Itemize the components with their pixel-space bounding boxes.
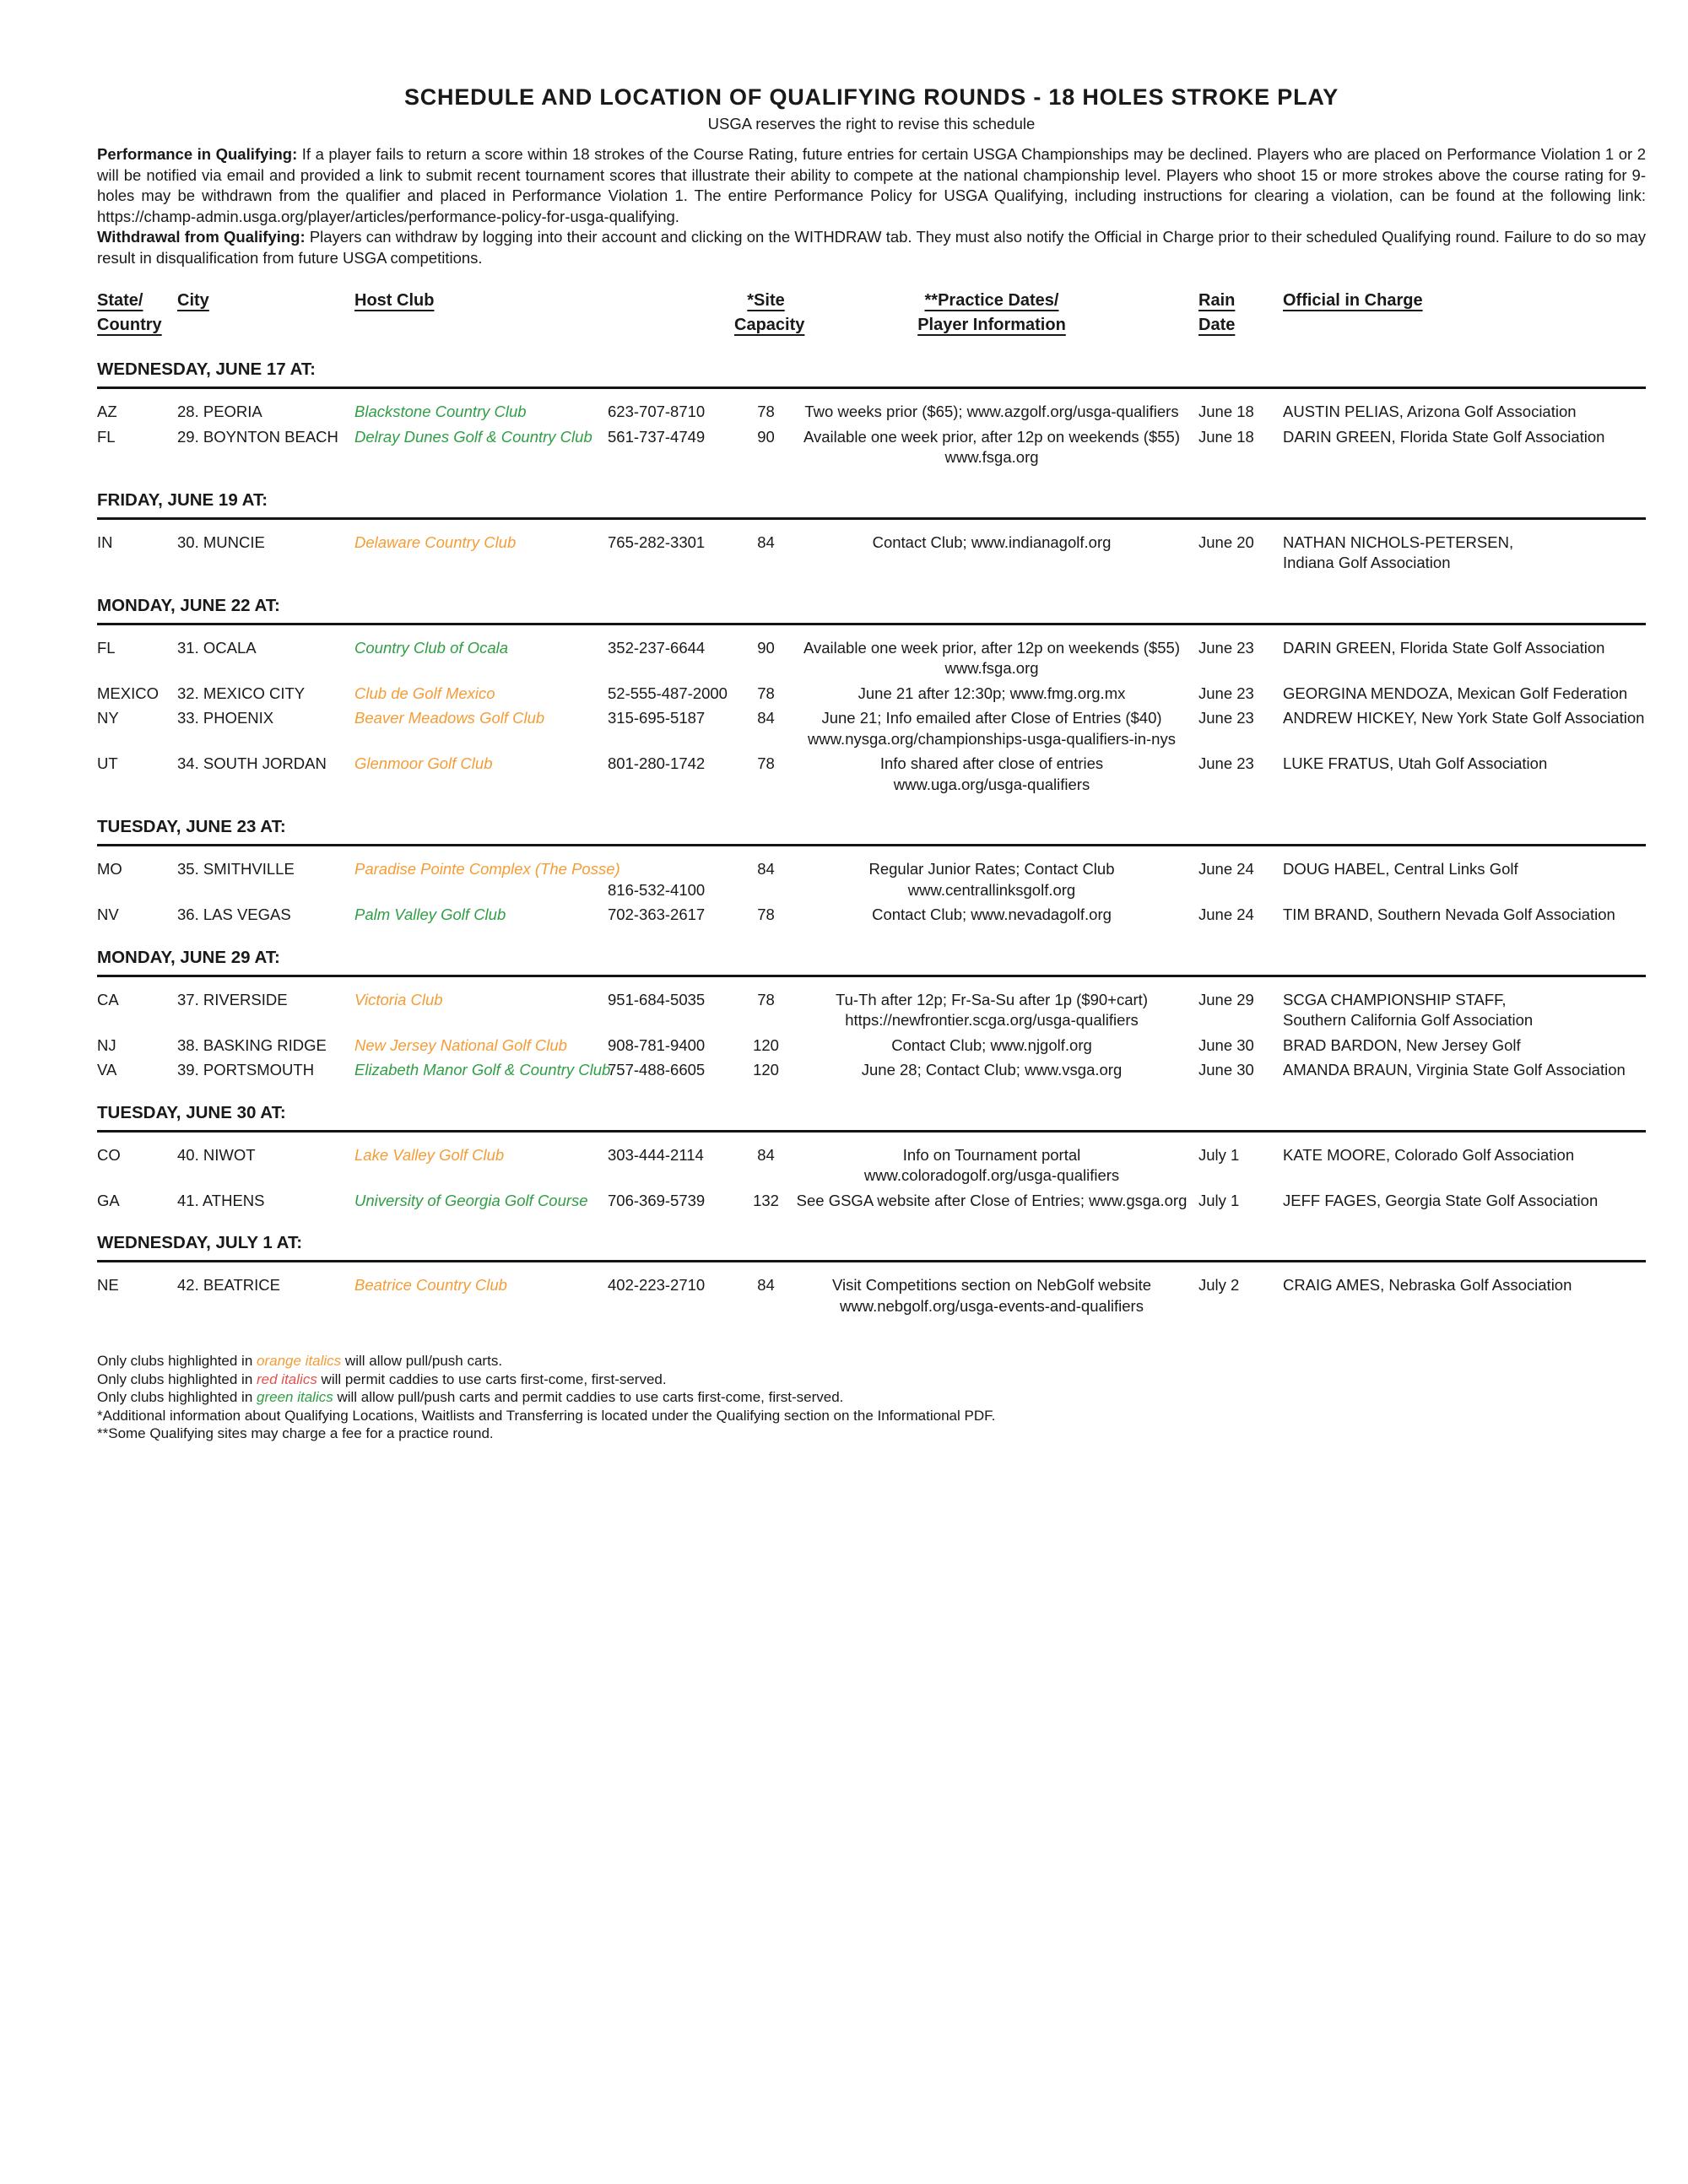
host-club-cell: Paradise Pointe Complex (The Posse) (354, 860, 620, 878)
state-cell: NE (97, 1276, 119, 1294)
schedule-section (97, 948, 1646, 1081)
practice-info-line: Visit Competitions section on NebGolf website (831, 1276, 1152, 1294)
practice-info-cell (798, 1060, 1186, 1081)
footnote-line (97, 1352, 1646, 1370)
official-in-charge-cell (1283, 708, 1646, 749)
official-in-charge-cell (1283, 905, 1646, 926)
host-club-cell: Palm Valley Golf Club (354, 905, 506, 923)
header-phone-spacer (608, 289, 734, 338)
state-cell: FL (97, 638, 116, 657)
rain-date-cell: June 23 (1198, 709, 1254, 727)
city-cell: 38. BASKING RIDGE (177, 1035, 327, 1054)
practice-info-cell (798, 402, 1186, 423)
section-date-header: FRIDAY, JUNE 19 AT: (97, 489, 268, 510)
rain-date-cell: June 18 (1198, 427, 1254, 446)
performance-paragraph (97, 144, 1646, 227)
section-date-header: TUESDAY, JUNE 30 AT: (97, 1102, 286, 1122)
qualifier-row (97, 990, 1646, 1031)
site-capacity-cell: 84 (757, 860, 775, 878)
table-header (97, 289, 1646, 338)
official-line: GEORGINA MENDOZA, Mexican Golf Federation (1283, 684, 1628, 702)
practice-info-line: www.fsga.org (944, 659, 1039, 677)
footnote-segment: Only clubs highlighted in (97, 1370, 257, 1387)
official-in-charge-cell (1283, 532, 1646, 574)
phone-cell: 561-737-4749 (608, 427, 706, 446)
state-cell: UT (97, 754, 118, 772)
practice-info-cell (798, 1275, 1186, 1316)
practice-info-cell (798, 905, 1186, 926)
official-line: Southern California Golf Association (1283, 1011, 1534, 1029)
official-line: SCGA CHAMPIONSHIP STAFF, (1283, 990, 1507, 1008)
qualifier-row (97, 905, 1646, 926)
section-rows (97, 638, 1646, 796)
phone-cell: 623-707-8710 (608, 403, 706, 420)
footnote-segment: Only clubs highlighted in (97, 1353, 257, 1369)
footnote-line (97, 1407, 1646, 1425)
header-host-club: Host Club (354, 291, 435, 310)
city-cell: 29. BOYNTON BEACH (177, 427, 338, 446)
practice-info-line: www.uga.org/usga-qualifiers (893, 775, 1090, 793)
practice-info-cell (798, 427, 1186, 468)
state-cell: MEXICO (97, 684, 159, 702)
city-cell: 28. PEORIA (177, 403, 262, 420)
site-capacity-cell: 84 (757, 1145, 775, 1164)
official-line: CRAIG AMES, Nebraska Golf Association (1283, 1276, 1572, 1294)
qualifier-row (97, 1145, 1646, 1187)
schedule-section (97, 359, 1646, 468)
practice-info-line: June 28; Contact Club; www.vsga.org (861, 1061, 1123, 1078)
official-in-charge-cell (1283, 427, 1646, 468)
practice-info-line: Regular Junior Rates; Contact Club (868, 860, 1115, 878)
official-in-charge-cell (1283, 1191, 1646, 1212)
practice-info-line: www.centrallinksgolf.org (907, 880, 1076, 899)
footnote-segment: *Additional information about Qualifying Locations, Waitlists and Transferring is located under the Qualifying section on the Informational PDF. (97, 1407, 996, 1424)
practice-info-cell (798, 638, 1186, 679)
city-cell: 35. SMITHVILLE (177, 860, 295, 878)
qualifier-row (97, 1060, 1646, 1081)
qualifier-row (97, 859, 1646, 900)
official-in-charge-cell (1283, 1275, 1646, 1316)
section-date-header: TUESDAY, JUNE 23 AT: (97, 817, 286, 836)
practice-info-line: June 21 after 12:30p; www.fmg.org.mx (858, 684, 1126, 702)
footnote-segment: Only clubs highlighted in (97, 1389, 257, 1405)
city-cell: 31. OCALA (177, 638, 257, 657)
host-club-cell: Lake Valley Golf Club (354, 1145, 505, 1164)
host-club-cell: Elizabeth Manor Golf & Country Club (354, 1061, 611, 1078)
phone-cell: 52-555-487-2000 (608, 684, 728, 702)
city-cell: 33. PHOENIX (177, 709, 274, 727)
section-divider (97, 387, 1646, 389)
host-club-cell: Beaver Meadows Golf Club (354, 709, 545, 727)
official-in-charge-cell (1283, 1145, 1646, 1187)
section-rows (97, 1275, 1646, 1316)
practice-info-line: www.fsga.org (944, 448, 1039, 466)
withdrawal-body: Players can withdraw by logging into their account and clicking on the WITHDRAW tab. They must also notify the Official in Charge prior to their scheduled Qualifying round. Failure to do so may result in disqualification from future USGA competitions. (97, 228, 1646, 267)
site-capacity-cell: 84 (757, 1276, 775, 1294)
official-line: BRAD BARDON, New Jersey Golf (1283, 1035, 1521, 1054)
rain-date-cell: June 23 (1198, 638, 1254, 657)
qualifier-row (97, 402, 1646, 423)
practice-info-cell (798, 708, 1186, 749)
footnote-line (97, 1424, 1646, 1443)
performance-lead: Performance in Qualifying: (97, 145, 298, 163)
section-divider (97, 975, 1646, 977)
qualifier-row (97, 427, 1646, 468)
schedule-section (97, 596, 1646, 796)
header-rain-date: Rain Date (1198, 291, 1236, 334)
official-in-charge-cell (1283, 638, 1646, 679)
practice-info-line: www.nebgolf.org/usga-events-and-qualifiers (840, 1296, 1144, 1315)
host-club-cell: University of Georgia Golf Course (354, 1191, 588, 1209)
state-cell: AZ (97, 403, 117, 420)
section-rows (97, 1145, 1646, 1212)
footnote-segment: will permit caddies to use carts first-come, first-served. (316, 1370, 667, 1387)
phone-cell: 765-282-3301 (608, 532, 706, 551)
qualifier-row (97, 532, 1646, 574)
phone-cell: 801-280-1742 (608, 754, 706, 772)
practice-info-line: www.nysga.org/championships-usga-qualifiers-in-nys (808, 729, 1176, 748)
section-divider (97, 1130, 1646, 1133)
practice-info-cell (798, 684, 1186, 705)
practice-info-line: Available one week prior, after 12p on weekends ($55) (803, 427, 1180, 446)
page-title: SCHEDULE AND LOCATION OF QUALIFYING ROUNDS - 18 HOLES STROKE PLAY (403, 84, 1339, 110)
city-cell: 41. ATHENS (177, 1191, 265, 1209)
practice-info-line: https://newfrontier.scga.org/usga-qualifiers (845, 1011, 1139, 1029)
practice-info-line: Contact Club; www.njgolf.org (891, 1035, 1092, 1054)
schedule-sections (97, 359, 1646, 1316)
host-club-cell: Delaware Country Club (354, 532, 517, 551)
rain-date-cell: July 1 (1198, 1191, 1240, 1209)
city-cell: 32. MEXICO CITY (177, 684, 306, 702)
practice-info-line: Tu-Th after 12p; Fr-Sa-Su after 1p ($90+cart) (836, 990, 1148, 1008)
footnotes (97, 1352, 1646, 1443)
phone-cell: 951-684-5035 (608, 990, 706, 1008)
host-club-cell: Blackstone Country Club (354, 403, 527, 420)
practice-info-line: www.coloradogolf.org/usga-qualifiers (863, 1166, 1120, 1184)
state-cell: CA (97, 990, 119, 1008)
official-line: Indiana Golf Association (1283, 554, 1451, 571)
host-club-cell: Beatrice Country Club (354, 1276, 507, 1294)
state-cell: GA (97, 1191, 120, 1209)
official-in-charge-cell (1283, 1035, 1646, 1057)
site-capacity-cell: 120 (753, 1061, 779, 1078)
official-line: LUKE FRATUS, Utah Golf Association (1283, 754, 1548, 772)
header-state-line2: Country (97, 316, 162, 334)
official-in-charge-cell (1283, 990, 1646, 1031)
practice-info-line: Info shared after close of entries (879, 754, 1104, 772)
host-club-cell: Delray Dunes Golf & Country Club (354, 427, 592, 446)
rain-date-cell: June 30 (1198, 1035, 1254, 1054)
official-in-charge-cell (1283, 859, 1646, 900)
site-capacity-cell: 78 (757, 403, 775, 420)
qualifier-row (97, 1275, 1646, 1316)
official-line: ANDREW HICKEY, New York State Golf Association (1283, 709, 1645, 727)
section-rows (97, 990, 1646, 1081)
page-subtitle: USGA reserves the right to revise this schedule (707, 115, 1036, 132)
intro-paragraphs (97, 144, 1646, 268)
site-capacity-cell: 78 (757, 990, 775, 1008)
phone-cell: 402-223-2710 (608, 1276, 706, 1294)
practice-info-cell (798, 532, 1186, 574)
rain-date-cell: June 30 (1198, 1061, 1254, 1078)
section-divider (97, 844, 1646, 846)
rain-date-cell: July 2 (1198, 1276, 1240, 1294)
section-date-header: MONDAY, JUNE 29 AT: (97, 947, 280, 967)
schedule-section (97, 817, 1646, 926)
schedule-section (97, 1103, 1646, 1212)
section-divider (97, 623, 1646, 625)
qualifier-row (97, 684, 1646, 705)
phone-cell: 352-237-6644 (608, 638, 706, 657)
header-city: City (177, 291, 209, 310)
site-capacity-cell: 84 (757, 532, 775, 551)
section-date-header: MONDAY, JUNE 22 AT: (97, 595, 280, 615)
official-line: AUSTIN PELIAS, Arizona Golf Association (1283, 403, 1577, 420)
site-capacity-cell: 78 (757, 905, 775, 923)
official-line: JEFF FAGES, Georgia State Golf Association (1283, 1191, 1599, 1209)
footnote-line (97, 1388, 1646, 1407)
city-cell: 36. LAS VEGAS (177, 905, 291, 923)
practice-info-cell (798, 1191, 1186, 1212)
state-cell: NV (97, 905, 119, 923)
section-divider (97, 1260, 1646, 1262)
rain-date-cell: June 18 (1198, 403, 1254, 420)
phone-cell: 757-488-6605 (608, 1061, 706, 1078)
official-in-charge-cell (1283, 684, 1646, 705)
practice-info-line: Two weeks prior ($65); www.azgolf.org/usga-qualifiers (804, 403, 1179, 420)
header-state-line1: State/ (97, 291, 143, 310)
host-club-cell: Glenmoor Golf Club (354, 754, 493, 772)
footnote-segment: red italics (257, 1370, 317, 1387)
official-in-charge-cell (1283, 754, 1646, 795)
official-line: TIM BRAND, Southern Nevada Golf Association (1283, 905, 1615, 923)
phone-cell: 908-781-9400 (608, 1035, 706, 1054)
site-capacity-cell: 90 (757, 427, 775, 446)
practice-info-cell (798, 1035, 1186, 1057)
footnote-segment: will allow pull/push carts and permit caddies to use carts first-come, first-served. (333, 1389, 844, 1405)
practice-info-line: Info on Tournament portal (902, 1145, 1081, 1164)
state-cell: IN (97, 532, 113, 551)
footnote-line (97, 1370, 1646, 1389)
practice-info-line: See GSGA website after Close of Entries; www.gsga.org (796, 1191, 1188, 1209)
site-capacity-cell: 120 (753, 1035, 779, 1054)
official-line: DARIN GREEN, Florida State Golf Association (1283, 427, 1605, 446)
header-official-in-charge: Official in Charge (1283, 291, 1423, 310)
site-capacity-cell: 78 (757, 684, 775, 702)
host-club-cell: Country Club of Ocala (354, 638, 509, 657)
footnote-segment: orange italics (257, 1353, 342, 1369)
practice-info-cell (798, 859, 1186, 900)
footnote-segment: will allow pull/push carts. (341, 1353, 503, 1369)
practice-info-cell (798, 990, 1186, 1031)
qualifier-row (97, 1191, 1646, 1212)
footnote-segment: **Some Qualifying sites may charge a fee for a practice round. (97, 1425, 494, 1441)
rain-date-cell: June 24 (1198, 905, 1254, 923)
phone-cell: 816-532-4100 (608, 880, 706, 899)
city-cell: 34. SOUTH JORDAN (177, 754, 327, 772)
host-club-cell: Club de Golf Mexico (354, 684, 495, 702)
practice-info-cell (798, 754, 1186, 795)
state-cell: MO (97, 860, 122, 878)
qualifier-row (97, 708, 1646, 749)
schedule-section (97, 1233, 1646, 1316)
qualifier-row (97, 638, 1646, 679)
state-cell: NY (97, 709, 119, 727)
withdrawal-lead: Withdrawal from Qualifying: (97, 228, 306, 246)
site-capacity-cell: 84 (757, 709, 775, 727)
phone-cell: 315-695-5187 (608, 709, 706, 727)
practice-info-line: Contact Club; www.nevadagolf.org (872, 905, 1112, 923)
rain-date-cell: July 1 (1198, 1145, 1240, 1164)
city-cell: 37. RIVERSIDE (177, 990, 288, 1008)
qualifier-row (97, 1035, 1646, 1057)
phone-cell: 702-363-2617 (608, 905, 706, 923)
section-rows (97, 402, 1646, 468)
official-line: DOUG HABEL, Central Links Golf (1283, 860, 1518, 878)
phone-cell: 706-369-5739 (608, 1191, 706, 1209)
phone-cell: 303-444-2114 (608, 1145, 704, 1164)
official-line: AMANDA BRAUN, Virginia State Golf Association (1283, 1061, 1626, 1078)
site-capacity-cell: 78 (757, 754, 775, 772)
section-divider (97, 517, 1646, 520)
practice-info-line: Available one week prior, after 12p on weekends ($55) (803, 638, 1180, 657)
footnote-segment: green italics (257, 1389, 333, 1405)
official-line: NATHAN NICHOLS-PETERSEN, (1283, 532, 1514, 551)
official-in-charge-cell (1283, 402, 1646, 423)
section-date-header: WEDNESDAY, JUNE 17 AT: (97, 359, 316, 379)
state-cell: NJ (97, 1035, 116, 1054)
city-cell: 40. NIWOT (177, 1145, 256, 1164)
host-club-cell: Victoria Club (354, 990, 443, 1008)
withdrawal-paragraph (97, 227, 1646, 268)
rain-date-cell: June 29 (1198, 990, 1254, 1008)
state-cell: FL (97, 427, 116, 446)
official-line: KATE MOORE, Colorado Golf Association (1283, 1145, 1575, 1164)
header-state-country (97, 289, 177, 338)
rain-date-cell: June 23 (1198, 684, 1254, 702)
section-rows (97, 532, 1646, 574)
section-date-header: WEDNESDAY, JULY 1 AT: (97, 1233, 303, 1252)
section-rows (97, 859, 1646, 926)
rain-date-cell: June 20 (1198, 532, 1254, 551)
rain-date-cell: June 23 (1198, 754, 1254, 772)
site-capacity-cell: 132 (753, 1191, 779, 1209)
qualifier-row (97, 754, 1646, 795)
state-cell: CO (97, 1145, 121, 1164)
schedule-section (97, 490, 1646, 574)
site-capacity-cell: 90 (757, 638, 775, 657)
host-club-cell: New Jersey National Golf Club (354, 1035, 567, 1054)
practice-info-line: June 21; Info emailed after Close of Entries ($40) (821, 709, 1162, 727)
practice-info-line: Contact Club; www.indianagolf.org (872, 532, 1112, 551)
city-cell: 42. BEATRICE (177, 1276, 281, 1294)
city-cell: 39. PORTSMOUTH (177, 1061, 315, 1078)
official-in-charge-cell (1283, 1060, 1646, 1081)
performance-body: If a player fails to return a score within 18 strokes of the Course Rating, future entries for certain USGA Championships may be declined. Players who are placed on Performance Violation 1 or 2 will be notified via email and provided a link to submit recent tournament scores that illustrate their ability to compete at the national championship level. Players who shoot 15 or more strokes above the course rating for 9-holes may be withdrawn from the qualifier and placed in Performance Violation 1. The entire Performance Policy for USGA Qualifying, including instructions for clearing a violation, can be found at the following link: https://champ-admin.usga.org/player/articles/performance-policy-for-usga-qualifying. (97, 145, 1646, 225)
rain-date-cell: June 24 (1198, 860, 1254, 878)
header-site-capacity: *Site Capacity (734, 291, 805, 334)
practice-info-cell (798, 1145, 1186, 1187)
header-practice-info: **Practice Dates/ Player Information (917, 291, 1066, 334)
official-line: DARIN GREEN, Florida State Golf Association (1283, 638, 1605, 657)
state-cell: VA (97, 1061, 117, 1078)
city-cell: 30. MUNCIE (177, 532, 265, 551)
